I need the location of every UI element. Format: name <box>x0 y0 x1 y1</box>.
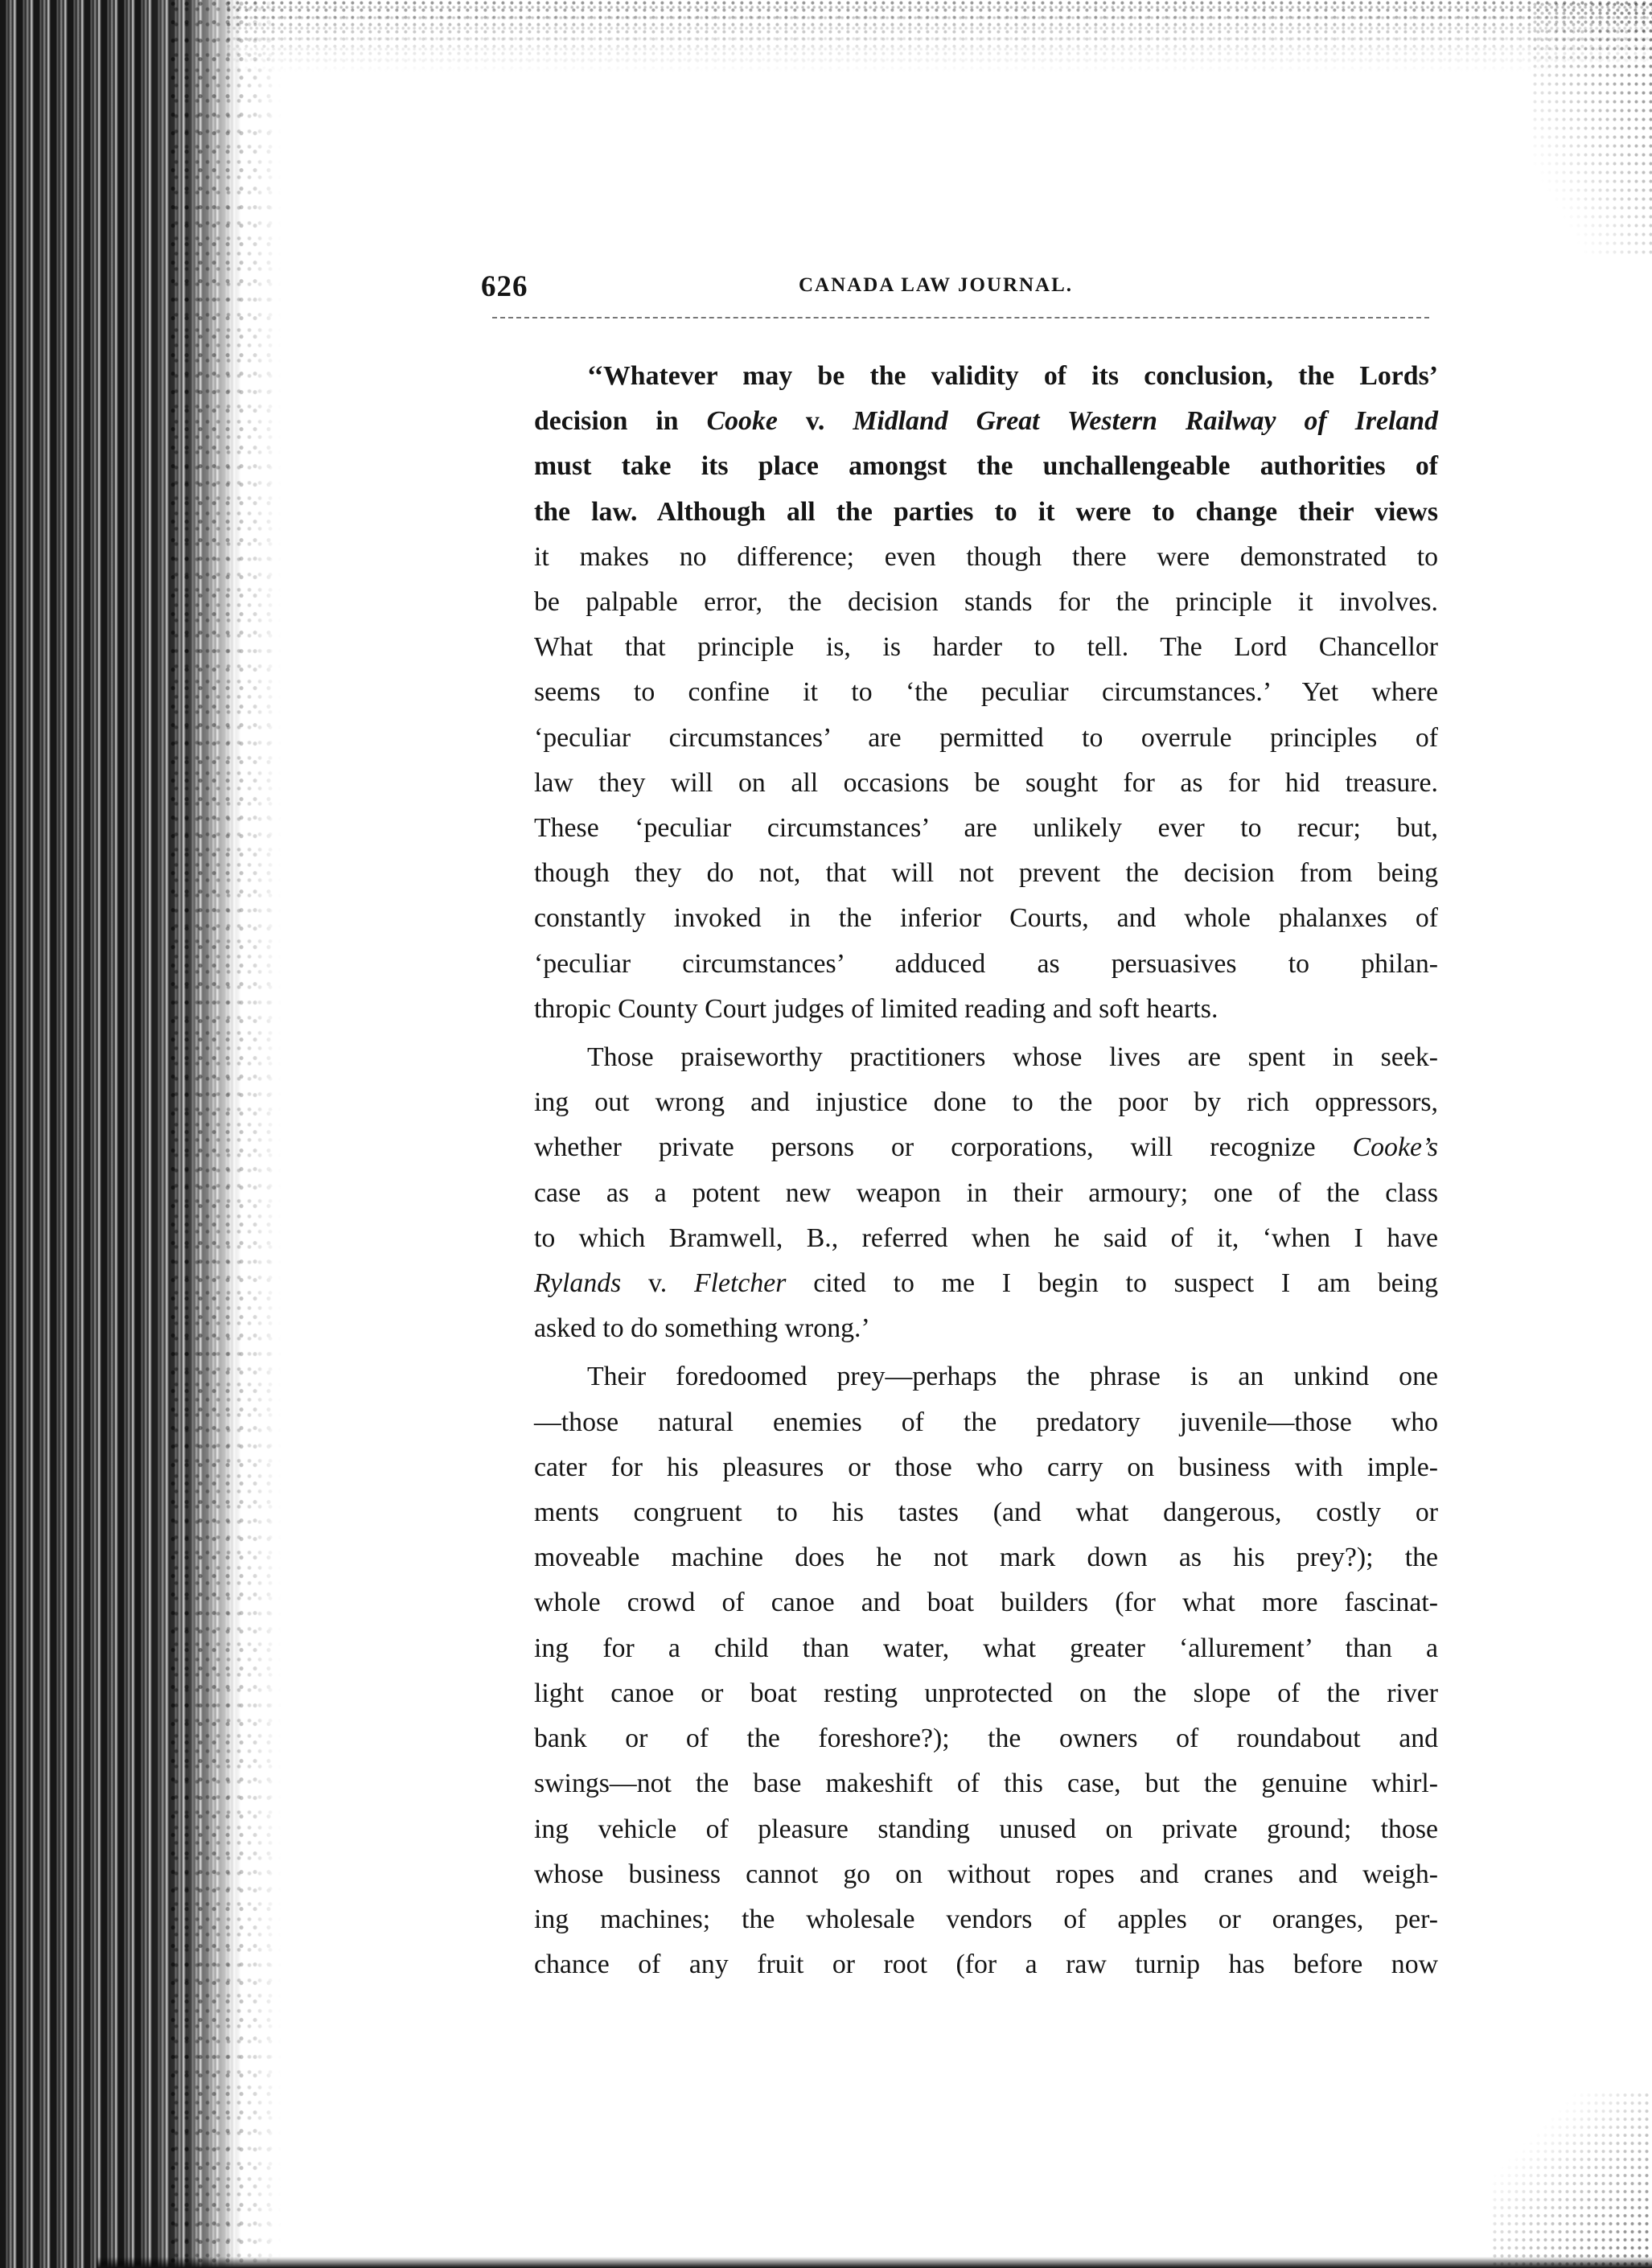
text-run: though they do not, that will not prevent the decision from being <box>534 858 1438 889</box>
text-run: Their foredoomed prey—perhaps the phrase is an unkind one <box>587 1362 1438 1392</box>
text-line <box>481 444 1438 489</box>
text-run: These ‘peculiar circumstances’ are unlikely ever to recur; but, <box>534 813 1438 844</box>
text-run: whether private persons or corporations, will recognize <box>534 1132 1353 1163</box>
text-line <box>481 1035 1438 1080</box>
text-line <box>481 1125 1438 1170</box>
text-run: ing for a child than water, what greater ‘allurement’ than a <box>534 1633 1438 1663</box>
text-run: seems to confine it to ‘the peculiar circumstances.’ Yet where <box>534 677 1438 708</box>
scan-bottom-edge <box>97 2257 1652 2268</box>
text-run: whole crowd of canoe and boat builders (for what more fascinat- <box>534 1588 1438 1618</box>
header-rule <box>492 317 1429 318</box>
text-run: ing vehicle of pleasure standing unused on private ground; those <box>534 1814 1438 1844</box>
scan-corner-noise <box>1491 2091 1652 2268</box>
text-line <box>481 1354 1438 1399</box>
text-line <box>481 625 1438 670</box>
text-line <box>481 1671 1438 1716</box>
text-line <box>481 1716 1438 1761</box>
article-body <box>481 354 1438 1987</box>
text-run: bank or of the foreshore?); the owners of roundabout and <box>534 1724 1438 1754</box>
text-line <box>481 806 1438 851</box>
case-name: Midland Great Western Railway of Ireland <box>853 406 1438 437</box>
text-run: ing machines; the wholesale vendors of apples or oranges, per- <box>534 1904 1438 1934</box>
text-run: decision in <box>534 406 707 437</box>
text-line <box>481 670 1438 715</box>
text-line <box>481 851 1438 896</box>
case-name: Cooke <box>706 406 778 437</box>
running-head: CANADA LAW JOURNAL. <box>799 274 1074 296</box>
text-line <box>481 490 1438 535</box>
text-run: swings—not the base makeshift of this case, but the genuine whirl- <box>534 1769 1438 1799</box>
text-line <box>481 1261 1438 1306</box>
text-run: it makes no difference; even though there were demonstrated to <box>534 541 1438 572</box>
case-name: Rylands <box>534 1268 622 1299</box>
paragraph <box>481 354 1438 1032</box>
page-header <box>481 269 1432 310</box>
scan-top-edge-noise <box>225 0 1652 72</box>
text-run: ments congruent to his tastes (and what dangerous, costly or <box>534 1498 1438 1528</box>
text-line <box>481 1171 1438 1216</box>
text-line <box>481 1852 1438 1897</box>
paragraph <box>481 1035 1438 1351</box>
text-run: v. <box>621 1268 694 1299</box>
text-line <box>481 896 1438 941</box>
text-run: cited to me I begin to suspect I am being <box>786 1268 1438 1299</box>
text-run: to which Bramwell, B., referred when he said of it, ‘when I have <box>534 1222 1438 1253</box>
text-line <box>481 716 1438 761</box>
text-line <box>481 354 1438 399</box>
text-line <box>481 987 1438 1032</box>
text-run: moveable machine does he not mark down as his prey?); the <box>534 1543 1438 1573</box>
text-run: chance of any fruit or root (for a raw turnip has before now <box>534 1950 1438 1980</box>
text-line <box>481 1807 1438 1852</box>
text-line <box>481 1942 1438 1987</box>
text-line <box>481 1445 1438 1490</box>
text-run: ing out wrong and injustice done to the poor by rich oppressors, <box>534 1087 1438 1118</box>
text-run: What that principle is, is harder to tell. The Lord Chancellor <box>534 632 1438 663</box>
text-line <box>481 1535 1438 1580</box>
text-run: ‘peculiar circumstances’ are permitted to overrule principles of <box>534 722 1438 753</box>
text-run: must take its place amongst the unchallengeable authorities of <box>534 451 1438 482</box>
text-run: law they will on all occasions be sought for as for hid treasure. <box>534 767 1438 798</box>
text-run: thropic County Court judges of limited reading and soft hearts. <box>534 993 1218 1024</box>
text-run: the law. Although all the parties to it were to change their views <box>534 496 1438 527</box>
text-run: v. <box>777 406 853 437</box>
text-run: be palpable error, the decision stands for the principle it involves. <box>534 587 1438 618</box>
text-line <box>481 1580 1438 1625</box>
text-line <box>481 1306 1438 1351</box>
text-run: —those natural enemies of the predatory juvenile—those who <box>534 1407 1438 1437</box>
text-line <box>481 535 1438 580</box>
text-line <box>481 1897 1438 1942</box>
text-line <box>481 942 1438 987</box>
text-run: ‘peculiar circumstances’ adduced as persuasives to philan- <box>534 948 1438 979</box>
case-name: Fletcher <box>693 1268 787 1299</box>
text-line <box>481 1626 1438 1671</box>
text-run: constantly invoked in the inferior Courts, and whole phalanxes of <box>534 903 1438 934</box>
text-line <box>481 1216 1438 1261</box>
text-run: Those praiseworthy practitioners whose lives are spent in seek- <box>587 1042 1438 1073</box>
text-line <box>481 1400 1438 1445</box>
case-name: Cooke’s <box>1352 1132 1438 1163</box>
text-run: whose business cannot go on without ropes and cranes and weigh- <box>534 1859 1438 1889</box>
scan-corner-noise <box>1531 0 1652 257</box>
text-line <box>481 1490 1438 1535</box>
text-line <box>481 1080 1438 1125</box>
text-run: ‘‘Whatever may be the validity of its conclusion, the Lords’ <box>587 361 1438 391</box>
scan-binding-noise <box>169 0 281 2268</box>
text-run: case as a potent new weapon in their armoury; one of the class <box>534 1177 1438 1208</box>
text-line <box>481 580 1438 625</box>
text-line <box>481 399 1438 444</box>
text-run: light canoe or boat resting unprotected on the slope of the river <box>534 1678 1438 1708</box>
text-run: asked to do something wrong.’ <box>534 1313 870 1344</box>
paragraph <box>481 1354 1438 1987</box>
page-number: 626 <box>481 270 528 303</box>
text-run: cater for his pleasures or those who carry on business with imple- <box>534 1452 1438 1482</box>
text-line <box>481 761 1438 806</box>
text-line <box>481 1761 1438 1806</box>
